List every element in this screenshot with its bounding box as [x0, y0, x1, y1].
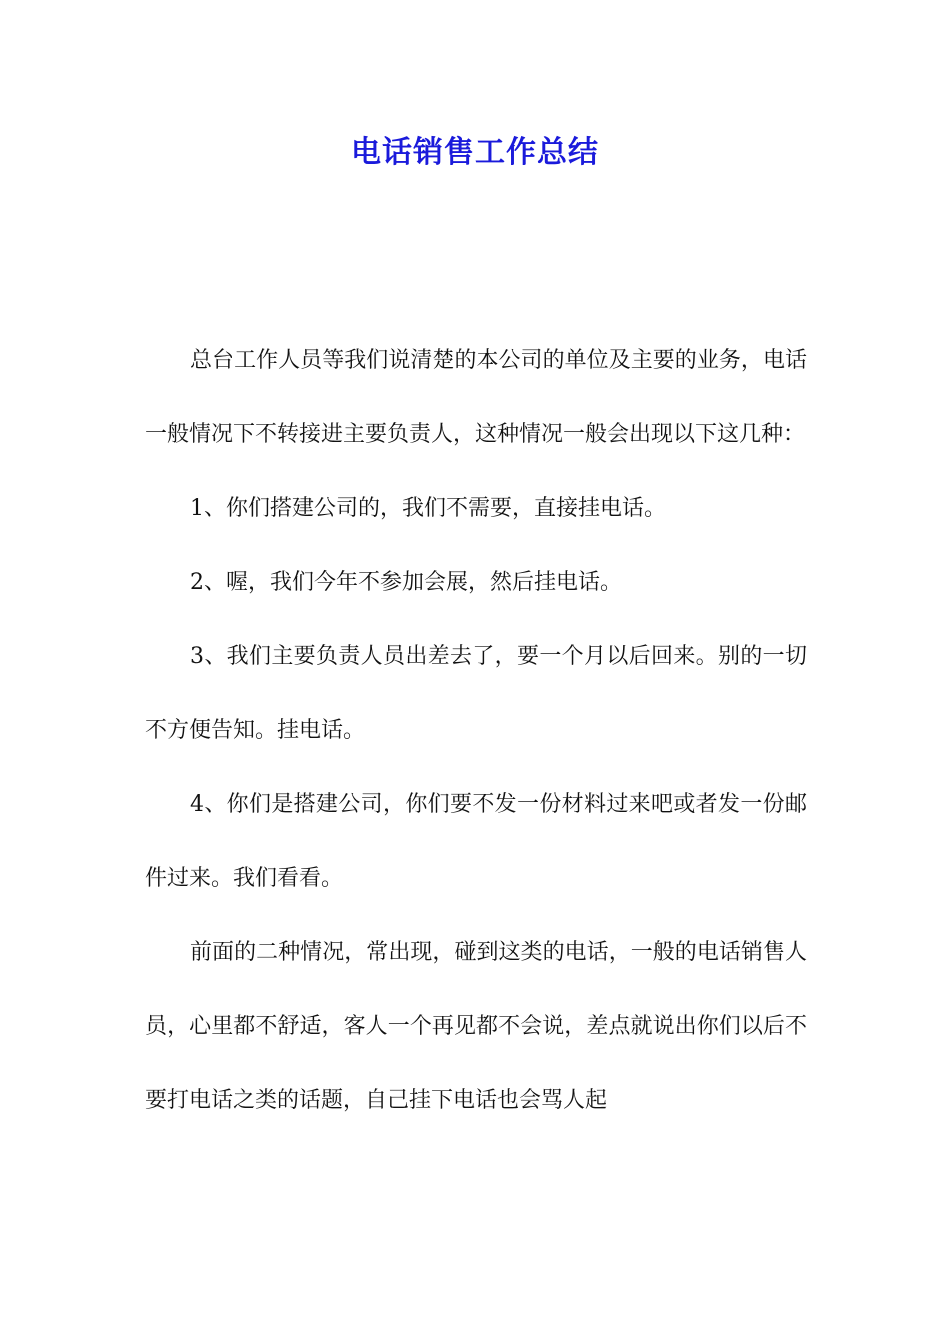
paragraph-analysis: 前面的二种情况，常出现，碰到这类的电话，一般的电话销售人员，心里都不舒适，客人一个再见都不会说，差点就说出你们以后不要打电话之类的话题，自己挂下电话也会骂人起 [145, 940, 807, 1113]
paragraph-case-4: 4、你们是搭建公司，你们要不发一份材料过来吧或者发一份邮件过来。我们看看。 [145, 792, 807, 891]
paragraph-case-1: 1、你们搭建公司的，我们不需要，直接挂电话。 [190, 496, 666, 521]
paragraph-intro: 总台工作人员等我们说清楚的本公司的单位及主要的业务，电话一般情况下不转接进主要负责人，这种情况一般会出现以下这几种： [145, 348, 807, 447]
paragraph-case-2: 2、喔，我们今年不参加会展，然后挂电话。 [190, 570, 622, 595]
document-body [145, 324, 807, 1138]
document-title: 电话销售工作总结 [351, 135, 599, 170]
paragraph-case-3: 3、我们主要负责人员出差去了，要一个月以后回来。别的一切不方便告知。挂电话。 [145, 644, 807, 743]
